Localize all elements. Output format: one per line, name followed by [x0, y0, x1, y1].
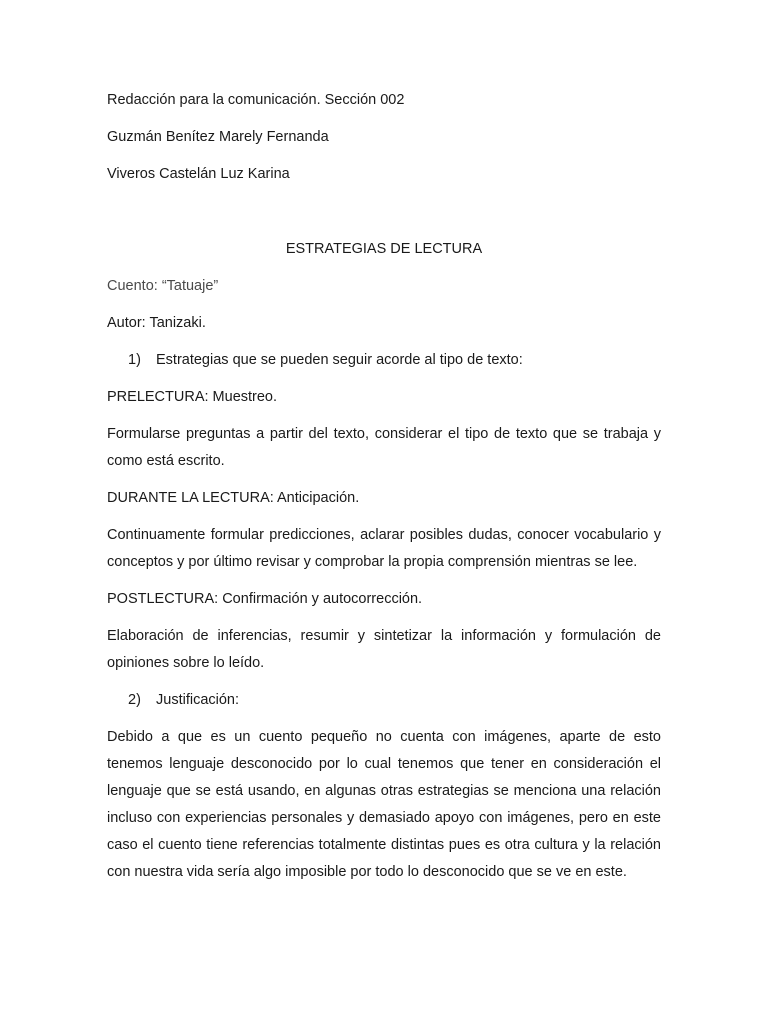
justification-paragraph: Debido a que es un cuento pequeño no cuenta con imágenes, aparte de esto tenemos lenguaje desconocido por lo cual tenemos que tener en consideración el lenguaje que se está usando, en algunas otras estrategias se menciona una relación incluso con experiencias personales y demasiado apoyo con imágenes, pero en este caso el cuento tiene referencias totalmente distintas pues es otra cultura y la relación con nuestra vida sería algo imposible por todo lo desconocido que se ve en este.	[107, 729, 661, 880]
course-line: Redacción para la comunicación. Sección 002	[107, 92, 405, 108]
list-item-2	[128, 687, 661, 714]
durante-paragraph: Continuamente formular predicciones, aclarar posibles dudas, conocer vocabulario y conceptos y por último revisar y comprobar la propia comprensión mientras se lee.	[107, 527, 661, 570]
prelectura-paragraph: Formularse preguntas a partir del texto, considerar el tipo de texto que se trabaja y como está escrito.	[107, 426, 661, 469]
list-item-number: 2)	[128, 692, 141, 708]
durante-heading: DURANTE LA LECTURA: Anticipación.	[107, 490, 360, 506]
list-item-heading: Estrategias que se pueden seguir acorde al tipo de texto:	[156, 352, 523, 368]
postlectura-paragraph: Elaboración de inferencias, resumir y sintetizar la información y formulación de opiniones sobre lo leído.	[107, 628, 661, 671]
document-title: ESTRATEGIAS DE LECTURA	[285, 241, 483, 257]
story-line: Cuento: “Tatuaje”	[107, 278, 219, 294]
list-item-1	[128, 347, 661, 374]
author-name-2: Viveros Castelán Luz Karina	[107, 166, 290, 182]
list-item-heading: Justificación:	[156, 692, 240, 708]
author-name-1: Guzmán Benítez Marely Fernanda	[107, 129, 329, 145]
list-item-number: 1)	[128, 352, 141, 368]
prelectura-heading: PRELECTURA: Muestreo.	[107, 389, 278, 405]
postlectura-heading: POSTLECTURA: Confirmación y autocorrección.	[107, 591, 423, 607]
author-line: Autor: Tanizaki.	[107, 315, 206, 331]
